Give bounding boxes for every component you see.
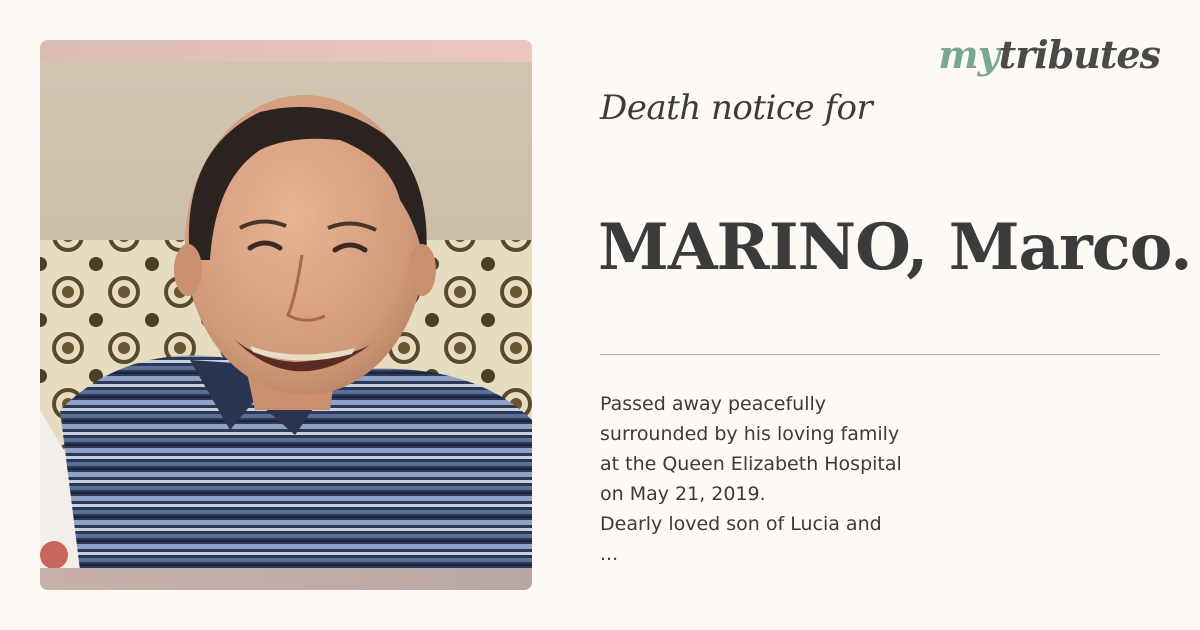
logo-my: my: [938, 32, 999, 77]
notice-line: at the Queen Elizabeth Hospital: [600, 453, 902, 475]
deceased-name: MARINO, Marco.: [598, 210, 1192, 285]
notice-line: Passed away peacefully: [600, 393, 827, 415]
notice-ellipsis: ...: [600, 543, 619, 565]
mytributes-logo[interactable]: [938, 32, 1160, 77]
notice-line: surrounded by his loving family: [600, 423, 900, 445]
notice-heading: Death notice for: [600, 88, 873, 128]
logo-tributes: tributes: [998, 32, 1160, 77]
portrait-photo-image: [40, 40, 532, 590]
notice-body: [600, 389, 930, 569]
portrait-photo: [40, 40, 532, 590]
notice-line: Dearly loved son of Lucia and: [600, 513, 882, 535]
notice-line: on May 21, 2019.: [600, 483, 766, 505]
divider: [600, 354, 1160, 355]
